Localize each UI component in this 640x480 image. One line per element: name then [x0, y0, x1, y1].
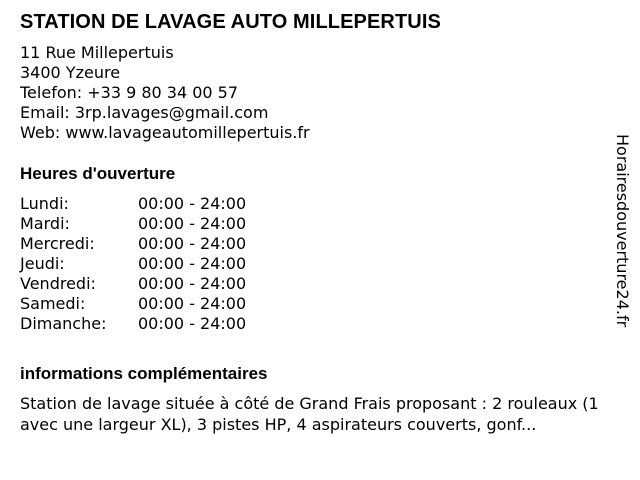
day-hours: 00:00 - 24:00 — [138, 294, 247, 313]
day-hours: 00:00 - 24:00 — [138, 254, 247, 273]
day-label: Lundi: — [20, 194, 69, 213]
additional-info-text: Station de lavage située à côté de Grand Frais proposant : 2 rouleaux (1 avec une largeur XL), 3 pistes HP, 4 aspirateurs couverts, gonf... — [20, 394, 599, 434]
contact-block — [20, 43, 620, 143]
hours-row-wednesday — [20, 234, 246, 254]
day-label: Vendredi: — [20, 274, 96, 293]
day-hours: 00:00 - 24:00 — [138, 214, 247, 233]
phone-number: Telefon: +33 9 80 34 00 57 — [20, 83, 239, 102]
brand-watermark-text: Horairesdouverture24.fr — [613, 134, 632, 328]
business-card — [20, 10, 620, 434]
hours-row-friday — [20, 274, 246, 294]
email-address: Email: 3rp.lavages@gmail.com — [20, 103, 269, 122]
day-hours: 00:00 - 24:00 — [138, 234, 247, 253]
opening-hours-table — [20, 194, 246, 334]
additional-info-heading: informations complémentaires — [20, 364, 268, 383]
day-label: Dimanche: — [20, 314, 107, 333]
hours-row-tuesday — [20, 214, 246, 234]
day-label: Mercredi: — [20, 234, 95, 253]
hours-row-sunday — [20, 314, 246, 334]
business-name: STATION DE LAVAGE AUTO MILLEPERTUIS — [20, 11, 441, 33]
day-label: Jeudi: — [20, 254, 65, 273]
address-street: 11 Rue Millepertuis — [20, 43, 174, 62]
day-hours: 00:00 - 24:00 — [138, 314, 247, 333]
address-city: 3400 Yzeure — [20, 63, 121, 82]
opening-hours-heading: Heures d'ouverture — [20, 164, 176, 183]
website-url: Web: www.lavageautomillepertuis.fr — [20, 123, 310, 142]
hours-row-thursday — [20, 254, 246, 274]
day-hours: 00:00 - 24:00 — [138, 274, 247, 293]
day-hours: 00:00 - 24:00 — [138, 194, 247, 213]
day-label: Mardi: — [20, 214, 70, 233]
brand-watermark — [612, 134, 632, 344]
hours-row-monday — [20, 194, 246, 214]
hours-row-saturday — [20, 294, 246, 314]
day-label: Samedi: — [20, 294, 86, 313]
